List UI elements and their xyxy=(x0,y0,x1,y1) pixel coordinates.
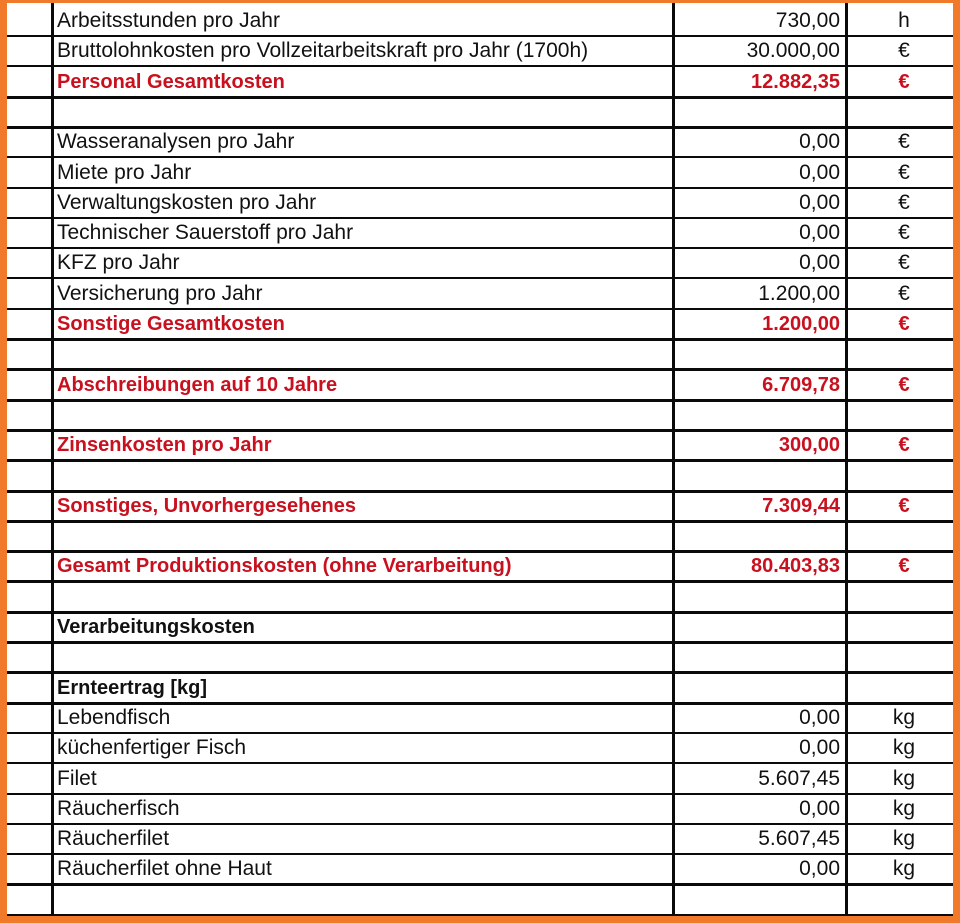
label-cell[interactable]: Arbeitsstunden pro Jahr xyxy=(57,9,280,32)
value-cell[interactable]: 0,00 xyxy=(799,251,840,274)
unit-cell[interactable] xyxy=(848,97,960,127)
unit-cell[interactable]: h xyxy=(898,9,910,32)
row-gutter-cell[interactable] xyxy=(7,461,51,491)
row-gutter-cell[interactable] xyxy=(7,279,51,309)
row-gutter-cell[interactable] xyxy=(7,67,51,97)
row-gutter-cell[interactable] xyxy=(7,854,51,884)
value-cell[interactable]: 0,00 xyxy=(799,857,840,880)
table-row xyxy=(7,188,960,218)
unit-cell[interactable]: € xyxy=(898,161,910,184)
value-cell[interactable] xyxy=(675,521,844,551)
table-row xyxy=(7,673,960,703)
table-row xyxy=(7,551,960,581)
unit-cell[interactable] xyxy=(848,612,960,642)
table-row xyxy=(7,218,960,248)
value-cell[interactable] xyxy=(675,642,844,672)
label-cell[interactable]: Räucherfilet xyxy=(57,827,170,850)
empty-row xyxy=(7,582,960,612)
table-row xyxy=(7,733,960,763)
empty-row xyxy=(7,400,960,430)
label-cell[interactable] xyxy=(55,461,672,491)
row-gutter-cell[interactable] xyxy=(7,127,51,157)
label-cell[interactable]: Sonstige Gesamtkosten xyxy=(57,313,285,335)
value-cell[interactable]: 12.882,35 xyxy=(751,71,840,93)
unit-cell[interactable]: € xyxy=(898,374,910,396)
unit-cell[interactable] xyxy=(848,885,960,915)
row-gutter-cell[interactable] xyxy=(7,158,51,188)
unit-cell[interactable] xyxy=(848,582,960,612)
value-cell[interactable] xyxy=(675,612,844,642)
unit-cell[interactable] xyxy=(848,521,960,551)
label-cell[interactable] xyxy=(55,97,672,127)
label-cell[interactable]: küchenfertiger Fisch xyxy=(57,736,247,759)
row-gutter-cell[interactable] xyxy=(7,36,51,66)
value-cell[interactable]: 0,00 xyxy=(799,706,840,729)
value-cell[interactable]: 1.200,00 xyxy=(762,313,840,335)
table-row xyxy=(7,36,960,66)
label-cell[interactable]: Lebendfisch xyxy=(57,706,171,729)
value-cell[interactable]: 730,00 xyxy=(775,9,840,32)
unit-cell[interactable]: € xyxy=(898,71,910,93)
unit-cell[interactable] xyxy=(848,461,960,491)
row-gutter-cell[interactable] xyxy=(7,188,51,218)
table-row xyxy=(7,279,960,309)
value-cell[interactable]: 0,00 xyxy=(799,161,840,184)
row-gutter-cell[interactable] xyxy=(7,703,51,733)
row-gutter-cell[interactable] xyxy=(7,430,51,460)
table-row xyxy=(7,127,960,157)
unit-cell[interactable]: € xyxy=(898,130,910,153)
empty-row xyxy=(7,97,960,127)
value-cell[interactable] xyxy=(675,582,844,612)
table-row xyxy=(7,824,960,854)
empty-row xyxy=(7,461,960,491)
unit-cell[interactable]: € xyxy=(898,555,910,577)
column-divider xyxy=(672,3,675,923)
table-row xyxy=(7,248,960,278)
row-gutter-cell[interactable] xyxy=(7,6,51,36)
value-cell[interactable] xyxy=(675,97,844,127)
value-cell[interactable]: 300,00 xyxy=(778,434,840,456)
row-gutter-cell[interactable] xyxy=(7,491,51,521)
unit-cell[interactable]: € xyxy=(898,434,910,456)
label-cell[interactable]: Verwaltungskosten pro Jahr xyxy=(57,191,317,214)
value-cell[interactable]: 30.000,00 xyxy=(746,39,840,62)
table-row xyxy=(7,158,960,188)
unit-cell[interactable]: € xyxy=(898,313,910,335)
unit-cell[interactable]: € xyxy=(898,39,910,62)
row-gutter-cell[interactable] xyxy=(7,824,51,854)
table-row xyxy=(7,854,960,884)
unit-cell[interactable]: kg xyxy=(892,767,916,790)
unit-cell[interactable]: kg xyxy=(892,797,916,820)
empty-row xyxy=(7,521,960,551)
label-cell[interactable]: Sonstiges, Unvorhergesehenes xyxy=(57,495,356,517)
row-gutter-cell[interactable] xyxy=(7,521,51,551)
empty-row xyxy=(7,642,960,672)
value-cell[interactable] xyxy=(675,673,844,703)
unit-cell[interactable]: kg xyxy=(892,827,916,850)
table-row xyxy=(7,764,960,794)
unit-cell[interactable]: € xyxy=(898,221,910,244)
unit-cell[interactable] xyxy=(848,673,960,703)
row-gutter-cell[interactable] xyxy=(7,248,51,278)
empty-row xyxy=(7,339,960,369)
value-cell[interactable] xyxy=(675,339,844,369)
table-row xyxy=(7,612,960,642)
row-gutter-cell[interactable] xyxy=(7,339,51,369)
table-row xyxy=(7,370,960,400)
label-cell[interactable]: Technischer Sauerstoff pro Jahr xyxy=(57,221,354,244)
label-cell[interactable] xyxy=(55,582,672,612)
value-cell[interactable]: 0,00 xyxy=(799,130,840,153)
label-cell[interactable]: Miete pro Jahr xyxy=(57,161,192,184)
unit-cell[interactable]: € xyxy=(898,191,910,214)
value-cell[interactable]: 0,00 xyxy=(799,221,840,244)
unit-cell[interactable]: € xyxy=(898,282,910,305)
value-cell[interactable]: 5.607,45 xyxy=(758,767,840,790)
row-gutter-cell[interactable] xyxy=(7,642,51,672)
unit-cell[interactable] xyxy=(848,642,960,672)
value-cell[interactable]: 5.607,45 xyxy=(758,827,840,850)
label-cell[interactable] xyxy=(55,885,672,915)
row-gutter-cell[interactable] xyxy=(7,612,51,642)
label-cell[interactable]: Versicherung pro Jahr xyxy=(57,282,263,305)
column-divider xyxy=(51,3,54,923)
label-cell[interactable]: Räucherfilet ohne Haut xyxy=(57,857,272,880)
unit-cell[interactable] xyxy=(848,400,960,430)
table-row xyxy=(7,6,960,36)
value-cell[interactable]: 7.309,44 xyxy=(762,495,840,517)
unit-cell[interactable]: kg xyxy=(892,706,916,729)
table-row xyxy=(7,794,960,824)
value-cell[interactable] xyxy=(675,885,844,915)
row-gutter-cell[interactable] xyxy=(7,370,51,400)
unit-cell[interactable]: kg xyxy=(892,857,916,880)
label-cell[interactable] xyxy=(55,521,672,551)
row-gutter-cell[interactable] xyxy=(7,218,51,248)
value-cell[interactable]: 80.403,83 xyxy=(751,555,840,577)
value-cell[interactable]: 0,00 xyxy=(799,736,840,759)
empty-row xyxy=(7,885,960,915)
value-cell[interactable]: 1.200,00 xyxy=(758,282,840,305)
label-cell[interactable]: Räucherfisch xyxy=(57,797,180,820)
label-cell[interactable]: Wasseranalysen pro Jahr xyxy=(57,130,295,153)
value-cell[interactable]: 0,00 xyxy=(799,797,840,820)
value-cell[interactable]: 0,00 xyxy=(799,191,840,214)
row-gutter-cell[interactable] xyxy=(7,794,51,824)
row-gutter-cell[interactable] xyxy=(7,673,51,703)
value-cell[interactable] xyxy=(675,400,844,430)
row-gutter-cell[interactable] xyxy=(7,400,51,430)
table-row xyxy=(7,703,960,733)
row-gutter-cell[interactable] xyxy=(7,551,51,581)
row-gutter-cell[interactable] xyxy=(7,97,51,127)
row-divider xyxy=(7,914,960,917)
table-row xyxy=(7,430,960,460)
label-cell[interactable]: Filet xyxy=(57,767,97,790)
label-cell[interactable]: Gesamt Produktionskosten (ohne Verarbeitung) xyxy=(57,555,512,577)
unit-cell[interactable]: € xyxy=(898,251,910,274)
row-gutter-cell[interactable] xyxy=(7,764,51,794)
label-cell[interactable]: Zinsenkosten pro Jahr xyxy=(57,434,272,456)
table-row xyxy=(7,309,960,339)
table-row xyxy=(7,491,960,521)
value-cell[interactable]: 6.709,78 xyxy=(762,374,840,396)
label-cell[interactable]: Ernteertrag [kg] xyxy=(57,677,208,699)
label-cell[interactable]: Bruttolohnkosten pro Vollzeitarbeitskraft pro Jahr (1700h) xyxy=(57,39,589,62)
label-cell[interactable]: Abschreibungen auf 10 Jahre xyxy=(57,374,338,396)
label-cell[interactable]: KFZ pro Jahr xyxy=(57,251,180,274)
value-cell[interactable] xyxy=(675,461,844,491)
row-gutter-cell[interactable] xyxy=(7,582,51,612)
label-cell[interactable]: Verarbeitungskosten xyxy=(57,616,255,638)
unit-cell[interactable] xyxy=(848,339,960,369)
unit-cell[interactable]: € xyxy=(898,495,910,517)
row-gutter-cell[interactable] xyxy=(7,309,51,339)
label-cell[interactable]: Personal Gesamtkosten xyxy=(57,71,285,93)
column-divider xyxy=(845,3,848,923)
label-cell[interactable] xyxy=(55,642,672,672)
label-cell[interactable] xyxy=(55,339,672,369)
row-gutter-cell[interactable] xyxy=(7,733,51,763)
table-row xyxy=(7,67,960,97)
row-gutter-cell[interactable] xyxy=(7,885,51,915)
label-cell[interactable] xyxy=(55,400,672,430)
unit-cell[interactable]: kg xyxy=(892,736,916,759)
